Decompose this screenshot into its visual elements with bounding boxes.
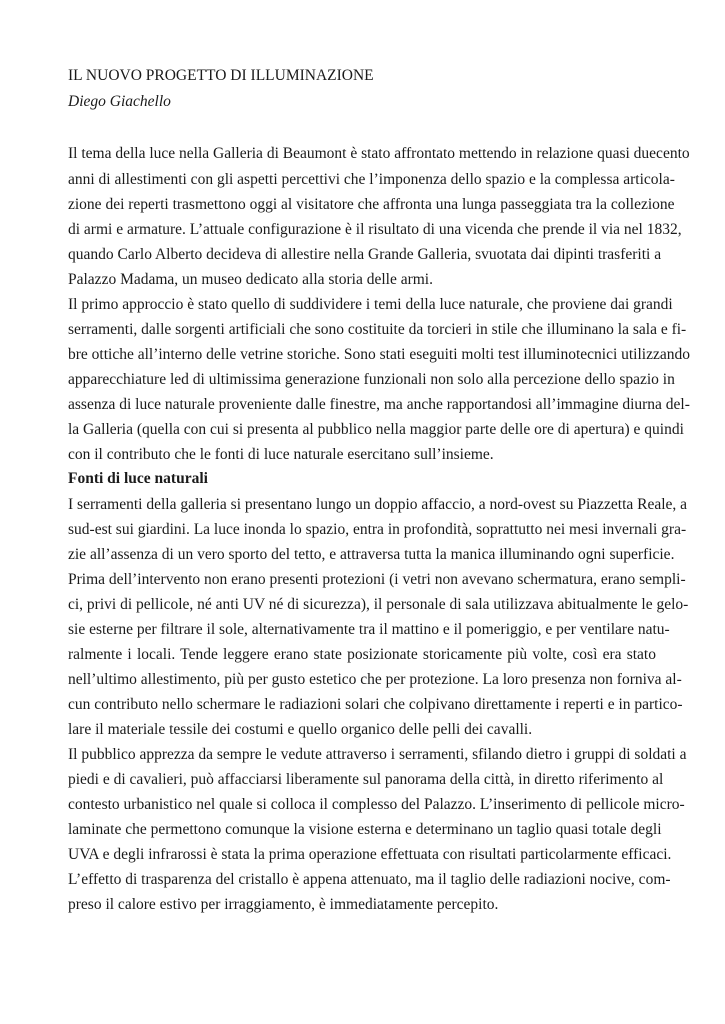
text-line: zione dei reperti trasmettono oggi al visitatore che affronta una lunga passeggiata tra la collezione (68, 196, 675, 213)
text-line: piedi e di cavalieri, può affacciarsi liberamente sul panorama della città, in diretto riferimento al (68, 771, 664, 788)
text-line: ci, privi di pellicole, né anti UV né di sicurezza), il personale di sala utilizzava abitualmente le gelo- (68, 596, 689, 613)
author-name: Diego Giachello (68, 93, 171, 110)
text-line: serramenti, dalle sorgenti artificiali che sono costituite da torcieri in stile che illuminano la sala e fi- (68, 321, 687, 338)
text-line: laminate che permettono comunque la visione esterna e determinano un taglio quasi totale degli (68, 821, 662, 838)
text-line: bre ottiche all’interno delle vetrine storiche. Sono stati eseguiti molti test illuminotecnici utilizzando (68, 346, 690, 363)
text-line: zie all’assenza di un vero sporto del tetto, e attraversa tutta la manica illuminando ogni superficie. (68, 546, 675, 563)
text-line: Palazzo Madama, un museo dedicato alla storia delle armi. (68, 271, 433, 288)
text-line: Il tema della luce nella Galleria di Beaumont è stato affrontato mettendo in relazione quasi duecento (68, 145, 690, 162)
text-line: sud-est sui giardini. La luce inonda lo spazio, entra in profondità, soprattutto nei mesi invernali gra- (68, 521, 687, 538)
text-line: contesto urbanistico nel quale si colloca il complesso del Palazzo. L’inserimento di pellicole micro- (68, 796, 685, 813)
text-line: Il primo approccio è stato quello di suddividere i temi della luce naturale, che proviene dai grandi (68, 296, 673, 313)
text-line: I serramenti della galleria si presentano lungo un doppio affaccio, a nord-ovest su Piazzetta Reale, a (68, 496, 688, 513)
text-line: UVA e degli infrarossi è stata la prima operazione effettuata con risultati particolarmente efficaci. (68, 846, 672, 863)
text-line: anni di allestimenti con gli aspetti percettivi che l’imponenza dello spazio e la complessa articola- (68, 171, 675, 188)
text-line: preso il calore estivo per irraggiamento, è immediatamente percepito. (68, 896, 499, 913)
text-line: Prima dell’intervento non erano presenti protezioni (i vetri non avevano schermatura, erano sempli- (68, 571, 686, 588)
text-line: quando Carlo Alberto decideva di allestire nella Grande Galleria, svuotata dai dipinti trasferiti a (68, 246, 662, 263)
text-line: sie esterne per filtrare il sole, alternativamente tra il mattino e il pomeriggio, e per ventilare natu- (68, 621, 670, 638)
text-line: con il contributo che le fonti di luce naturale esercitano sull’insieme. (68, 446, 494, 463)
text-line: la Galleria (quella con cui si presenta al pubblico nella maggior parte delle ore di apertura) e quindi (68, 421, 684, 438)
text-line: cun contributo nello schermare le radiazioni solari che colpivano direttamente i reperti e in partico- (68, 696, 683, 713)
text-line: apparecchiature led di ultimissima generazione funzionali non solo alla percezione dello spazio in (68, 371, 675, 388)
text-line: assenza di luce naturale proveniente dalle finestre, ma anche rapportandosi all’immagine diurna del- (68, 396, 690, 413)
text-line: Il pubblico apprezza da sempre le vedute attraverso i serramenti, sfilando dietro i gruppi di soldati a (68, 746, 687, 763)
text-line: ralmente i locali. Tende leggere erano state posizionate storicamente più volte, così era stato (68, 646, 656, 663)
text-line: di armi e armature. L’attuale configurazione è il risultato di una vicenda che prende il via nel 1832, (68, 221, 682, 238)
document-title: IL NUOVO PROGETTO DI ILLUMINAZIONE (68, 67, 374, 84)
text-line: L’effetto di trasparenza del cristallo è appena attenuato, ma il taglio delle radiazioni nocive, com- (68, 871, 671, 888)
section-heading: Fonti di luce naturali (68, 470, 208, 487)
text-line: nell’ultimo allestimento, più per gusto estetico che per protezione. La loro presenza non forniva al- (68, 671, 682, 688)
text-line: lare il materiale tessile dei costumi e quello organico delle pelli dei cavalli. (68, 721, 533, 738)
